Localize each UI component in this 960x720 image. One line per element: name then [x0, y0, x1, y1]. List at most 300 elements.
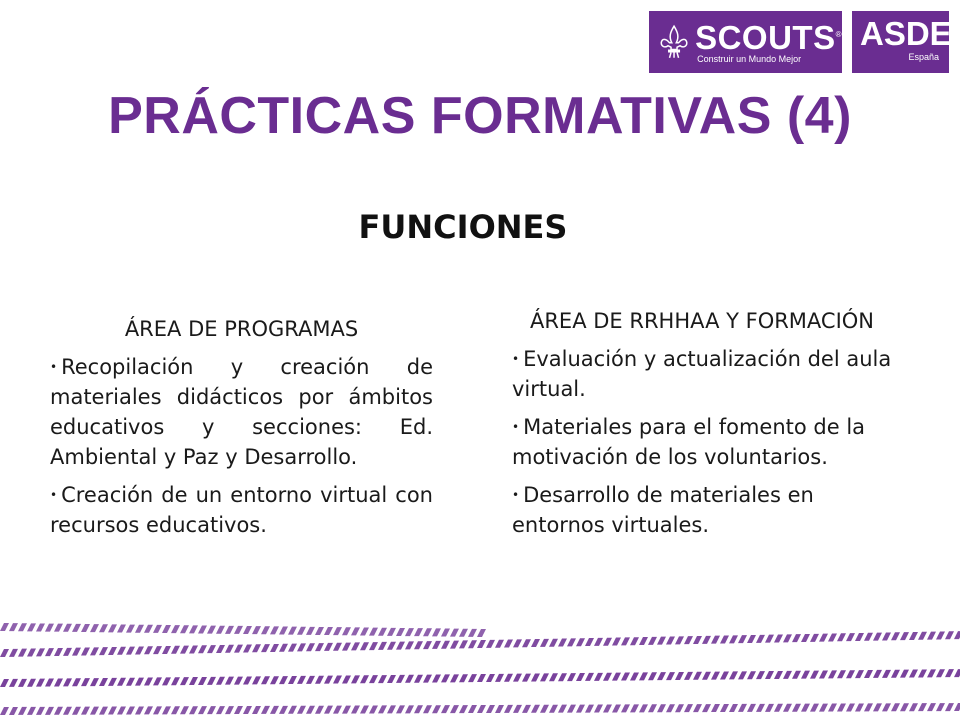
stripe-dash — [342, 627, 351, 635]
stripe-dash — [828, 670, 837, 678]
stripe-dash — [135, 646, 144, 654]
stripe-dash — [171, 646, 180, 654]
stripe-dash — [486, 674, 495, 682]
stripe-dash — [9, 623, 18, 631]
stripe-dash — [531, 705, 540, 713]
stripe-dash — [117, 624, 126, 632]
stripe-dash — [306, 627, 315, 635]
stripe-dash — [234, 677, 243, 685]
stripe-dash — [891, 670, 900, 678]
stripe-dash — [774, 704, 783, 712]
stripe-dash — [432, 705, 441, 713]
stripe-dash — [180, 646, 189, 654]
stripe-dash — [486, 705, 495, 713]
stripe-dash — [459, 705, 468, 713]
list-item: • Materiales para el fomento de la motivación de los voluntarios. — [512, 415, 866, 469]
stripe-dash — [621, 673, 630, 681]
stripe-dash — [144, 646, 153, 654]
stripe-dash — [189, 645, 198, 653]
stripe-dash — [162, 625, 171, 633]
stripe-dash — [243, 706, 252, 714]
stripe-dash — [747, 704, 756, 712]
stripe-dash — [378, 642, 387, 650]
stripe-dash — [216, 706, 225, 714]
stripe-dash — [378, 628, 387, 636]
stripe-dash — [63, 624, 72, 632]
stripe-dash — [855, 703, 864, 711]
stripe-dash — [837, 633, 846, 641]
list-item: • Desarrollo de materiales en entornos virtuales. — [512, 483, 814, 537]
column-heading: ÁREA DE RRHHAA Y FORMACIÓN — [529, 309, 875, 333]
stripe-dash — [369, 628, 378, 636]
stripe-dash — [900, 703, 909, 711]
stripe-dash — [441, 641, 450, 649]
stripe-dash — [549, 705, 558, 713]
stripe-dash — [387, 675, 396, 683]
stripe-dash — [54, 624, 63, 632]
stripe-dash — [864, 703, 873, 711]
stripe-dash — [765, 671, 774, 679]
stripe-dash — [324, 627, 333, 635]
stripe-dash — [423, 705, 432, 713]
stripe-dash — [468, 640, 477, 648]
stripe-dash — [198, 625, 207, 633]
stripe-dash — [648, 637, 657, 645]
stripe-dash — [288, 644, 297, 652]
stripe-dash — [27, 648, 36, 656]
decorative-stripes — [0, 615, 960, 720]
stripe-dash — [720, 704, 729, 712]
stripe-dash — [342, 706, 351, 714]
stripe-dash — [549, 639, 558, 647]
stripe-dash — [279, 644, 288, 652]
stripe-dash — [846, 703, 855, 711]
stripe-dash — [855, 633, 864, 641]
stripe-dash — [153, 706, 162, 714]
stripe-dash — [819, 670, 828, 678]
stripe-dash — [36, 679, 45, 687]
stripe-dash — [225, 677, 234, 685]
stripe-dash — [351, 706, 360, 714]
stripe-dash — [774, 671, 783, 679]
stripe-dash — [927, 669, 936, 677]
stripe-dash — [468, 705, 477, 713]
scouts-wordmark: SCOUTS — [695, 19, 836, 56]
stripe-dash — [900, 632, 909, 640]
stripe-dash — [657, 704, 666, 712]
stripe-dash — [792, 671, 801, 679]
stripe-dash — [144, 678, 153, 686]
stripe-dash — [666, 637, 675, 645]
stripe-dash — [468, 629, 477, 637]
stripe-dash — [72, 624, 81, 632]
registered-mark: ® — [835, 30, 842, 39]
stripe-dash — [90, 707, 99, 715]
stripe-dash — [153, 625, 162, 633]
stripe-dash — [801, 671, 810, 679]
stripe-dash — [612, 704, 621, 712]
stripe-dash — [936, 631, 945, 639]
stripe-dash — [567, 638, 576, 646]
stripe-dash — [945, 631, 954, 639]
stripe-dash — [54, 648, 63, 656]
stripe-dash — [504, 640, 513, 648]
stripe-dash — [738, 671, 747, 679]
stripe-dash — [873, 633, 882, 641]
stripe-dash — [198, 677, 207, 685]
stripe-dash — [252, 706, 261, 714]
stripe-dash — [117, 707, 126, 715]
stripe-dash — [216, 645, 225, 653]
stripe-dash — [27, 623, 36, 631]
stripe-dash — [387, 705, 396, 713]
stripe-dash — [504, 705, 513, 713]
stripe-dash — [594, 673, 603, 681]
stripe-dash — [837, 670, 846, 678]
stripe-dash — [729, 635, 738, 643]
stripe-dash — [720, 636, 729, 644]
stripe-dash — [477, 640, 486, 648]
stripe-dash — [216, 677, 225, 685]
stripe-dash — [171, 677, 180, 685]
slide-subtitle: FUNCIONES — [358, 208, 568, 246]
stripe-dash — [594, 638, 603, 646]
stripe-dash — [351, 675, 360, 683]
stripe-dash — [405, 641, 414, 649]
stripe-dash — [603, 673, 612, 681]
stripe-dash — [531, 639, 540, 647]
stripe-dash — [315, 676, 324, 684]
stripe-dash — [396, 675, 405, 683]
stripe-dash — [99, 647, 108, 655]
stripe-dash — [207, 626, 216, 634]
stripe-dash — [891, 703, 900, 711]
stripe-dash — [630, 704, 639, 712]
stripe-dash — [72, 707, 81, 715]
stripe-dash — [459, 674, 468, 682]
asde-logo — [852, 11, 952, 73]
stripe-dash — [405, 628, 414, 636]
stripe-dash — [360, 706, 369, 714]
stripe-dash — [819, 704, 828, 712]
stripe-dash — [315, 706, 324, 714]
stripe-dash — [369, 642, 378, 650]
stripe-dash — [27, 707, 36, 715]
stripe-dash — [90, 647, 99, 655]
stripe-dash — [135, 625, 144, 633]
stripe-dash — [423, 675, 432, 683]
stripe-dash — [189, 625, 198, 633]
stripe-dash — [558, 639, 567, 647]
stripe-dash — [531, 673, 540, 681]
stripe-dash — [477, 705, 486, 713]
stripe-dash — [72, 648, 81, 656]
stripe-dash — [594, 705, 603, 713]
stripe-dash — [315, 643, 324, 651]
stripe-dash — [369, 705, 378, 713]
stripe-dash — [72, 678, 81, 686]
stripe-dash — [387, 642, 396, 650]
stripe-dash — [855, 670, 864, 678]
stripe-dash — [126, 625, 135, 633]
stripe-dash — [288, 706, 297, 714]
stripe-dash — [9, 679, 18, 687]
stripe-dash — [261, 644, 270, 652]
stripe-dash — [297, 643, 306, 651]
stripe-dash — [540, 705, 549, 713]
stripe-dash — [315, 627, 324, 635]
stripe-dash — [207, 677, 216, 685]
stripe-dash — [639, 704, 648, 712]
stripe-dash — [252, 644, 261, 652]
stripe-dash — [108, 647, 117, 655]
stripe-dash — [828, 633, 837, 641]
stripe-dash — [0, 707, 9, 715]
bullet-icon: • — [512, 420, 520, 434]
stripe-dash — [9, 649, 18, 657]
stripe-dash — [657, 637, 666, 645]
stripe-dash — [765, 635, 774, 643]
stripe-dash — [747, 635, 756, 643]
stripe-dash — [729, 671, 738, 679]
stripe-dash — [576, 705, 585, 713]
stripe-dash — [405, 705, 414, 713]
stripe-dash — [27, 679, 36, 687]
stripe-dash — [522, 705, 531, 713]
stripe-dash — [171, 625, 180, 633]
stripe-dash — [189, 706, 198, 714]
stripe-dash — [270, 626, 279, 634]
stripe-dash — [306, 676, 315, 684]
stripe-dash — [234, 626, 243, 634]
stripe-dash — [135, 678, 144, 686]
stripe-dash — [81, 707, 90, 715]
stripe-dash — [342, 643, 351, 651]
stripe-dash — [225, 706, 234, 714]
stripe-dash — [702, 672, 711, 680]
stripe-dash — [918, 703, 927, 711]
stripe-dash — [936, 703, 945, 711]
stripe-dash — [333, 706, 342, 714]
asde-tagline: España — [908, 52, 939, 62]
stripe-dash — [576, 638, 585, 646]
stripe-dash — [477, 629, 486, 637]
stripe-dash — [765, 704, 774, 712]
stripe-dash — [216, 626, 225, 634]
stripe-dash — [432, 628, 441, 636]
stripe-dash — [54, 707, 63, 715]
stripe-dash — [666, 704, 675, 712]
stripe-dash — [954, 703, 960, 711]
stripe-dash — [279, 626, 288, 634]
fleur-de-lis-icon — [659, 19, 689, 65]
stripe-dash — [630, 637, 639, 645]
stripe-dash — [585, 638, 594, 646]
stripe-dash — [324, 676, 333, 684]
stripe-dash — [621, 704, 630, 712]
stripe-dash — [918, 632, 927, 640]
stripe-dash — [522, 639, 531, 647]
stripe-dash — [414, 675, 423, 683]
stripe-dash — [441, 705, 450, 713]
stripe-dash — [288, 627, 297, 635]
bullet-icon: • — [512, 488, 520, 502]
stripe-dash — [351, 642, 360, 650]
stripe-dash — [18, 649, 27, 657]
asde-wordmark: ASDE — [860, 15, 952, 52]
stripe-dash — [0, 649, 9, 657]
rrhhaa-column — [512, 306, 892, 548]
stripe-dash — [414, 641, 423, 649]
stripe-dash — [234, 645, 243, 653]
bullet-icon: • — [50, 360, 58, 374]
stripe-dash — [801, 704, 810, 712]
stripe-dash — [18, 679, 27, 687]
stripe-dash — [486, 640, 495, 648]
stripe-dash — [738, 635, 747, 643]
stripe-dash — [9, 707, 18, 715]
stripe-dash — [927, 632, 936, 640]
stripe-dash — [882, 670, 891, 678]
stripe-dash — [468, 674, 477, 682]
stripe-dash — [567, 673, 576, 681]
stripe-dash — [243, 626, 252, 634]
stripe-dash — [540, 639, 549, 647]
stripe-dash — [621, 637, 630, 645]
stripe-dash — [360, 628, 369, 636]
stripe-dash — [711, 636, 720, 644]
stripe-dash — [612, 638, 621, 646]
stripe-dash — [675, 672, 684, 680]
stripe-dash — [270, 676, 279, 684]
stripe-dash — [261, 676, 270, 684]
stripe-dash — [567, 705, 576, 713]
stripe-dash — [261, 626, 270, 634]
stripe-dash — [126, 706, 135, 714]
stripe-dash — [846, 670, 855, 678]
stripe-dash — [648, 704, 657, 712]
stripe-dash — [657, 672, 666, 680]
stripe-dash — [36, 648, 45, 656]
stripe-dash — [909, 670, 918, 678]
stripe-dash — [783, 704, 792, 712]
stripe-dash — [396, 628, 405, 636]
stripe-dash — [252, 626, 261, 634]
stripe-dash — [954, 669, 960, 677]
stripe-dash — [918, 669, 927, 677]
stripe-dash — [225, 645, 234, 653]
stripe-dash — [207, 645, 216, 653]
stripe-dash — [810, 671, 819, 679]
stripe-dash — [792, 634, 801, 642]
stripe-dash — [729, 704, 738, 712]
slide-title: PRÁCTICAS FORMATIVAS (4) — [108, 87, 852, 145]
stripe-dash — [504, 674, 513, 682]
stripe-dash — [873, 703, 882, 711]
stripe-dash — [243, 644, 252, 652]
stripe-dash — [387, 628, 396, 636]
stripe-dash — [513, 639, 522, 647]
stripe-dash — [81, 647, 90, 655]
stripe-dash — [558, 673, 567, 681]
stripe-dash — [603, 638, 612, 646]
stripe-dash — [630, 672, 639, 680]
stripe-dash — [882, 632, 891, 640]
stripe-dash — [360, 675, 369, 683]
stripe-dash — [396, 642, 405, 650]
stripe-dash — [603, 704, 612, 712]
stripe-dash — [837, 704, 846, 712]
stripe-dash — [261, 706, 270, 714]
stripe-dash — [45, 707, 54, 715]
stripe-dash — [117, 647, 126, 655]
stripe-dash — [585, 705, 594, 713]
stripe-dash — [801, 634, 810, 642]
stripe-dash — [666, 672, 675, 680]
stripe-dash — [819, 634, 828, 642]
stripe-dash — [81, 624, 90, 632]
stripe-dash — [810, 634, 819, 642]
stripe-dash — [828, 704, 837, 712]
stripe-dash — [369, 675, 378, 683]
stripe-dash — [459, 640, 468, 648]
stripe-dash — [909, 632, 918, 640]
stripe-dash — [252, 676, 261, 684]
list-item: • Recopilación y creación de materiales didácticos por ámbitos educativos y secciones: Ed. Ambiental y Paz y Desarrollo. — [50, 355, 433, 469]
stripe-dash — [18, 623, 27, 631]
stripe-dash — [513, 705, 522, 713]
stripe-dash — [45, 624, 54, 632]
stripe-dash — [639, 672, 648, 680]
stripe-dash — [783, 634, 792, 642]
stripe-dash — [450, 641, 459, 649]
stripe-dash — [720, 672, 729, 680]
stripe-dash — [414, 705, 423, 713]
stripe-dash — [684, 636, 693, 644]
stripe-dash — [108, 707, 117, 715]
stripe-dash — [639, 637, 648, 645]
stripe-dash — [36, 707, 45, 715]
stripe-dash — [36, 623, 45, 631]
stripe-dash — [225, 626, 234, 634]
scouts-logo — [649, 11, 842, 73]
stripe-dash — [495, 640, 504, 648]
stripe-dash — [684, 672, 693, 680]
stripe-dash — [945, 669, 954, 677]
stripe-dash — [153, 677, 162, 685]
stripe-dash — [423, 641, 432, 649]
bullet-icon: • — [512, 352, 520, 366]
stripe-dash — [954, 631, 960, 639]
stripe-dash — [117, 678, 126, 686]
stripe-dash — [297, 627, 306, 635]
stripe-dash — [756, 704, 765, 712]
stripe-dash — [495, 674, 504, 682]
stripe-dash — [540, 673, 549, 681]
stripe-dash — [144, 706, 153, 714]
stripe-dash — [153, 646, 162, 654]
stripe-dash — [306, 643, 315, 651]
stripe-dash — [306, 706, 315, 714]
stripe-dash — [63, 678, 72, 686]
stripe-dash — [513, 674, 522, 682]
stripe-dash — [45, 679, 54, 687]
stripe-dash — [63, 648, 72, 656]
stripe-dash — [297, 706, 306, 714]
stripe-dash — [810, 704, 819, 712]
stripe-dash — [936, 669, 945, 677]
stripe-dash — [360, 642, 369, 650]
